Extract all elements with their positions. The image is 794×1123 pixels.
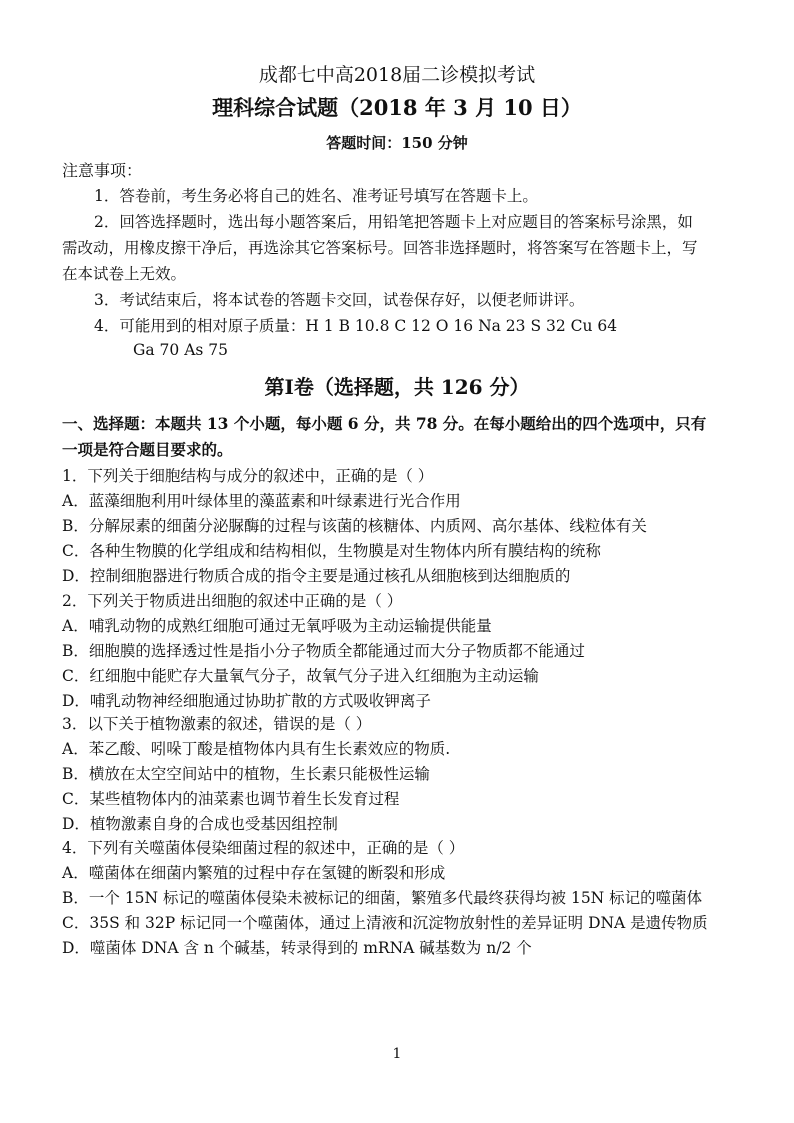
notes-item: 1．答卷前，考生务必将自己的姓名、准考证号填写在答题卡上。 xyxy=(94,187,538,205)
section-title: 第Ⅰ卷（选择题，共 126 分） xyxy=(264,375,530,399)
question-option: A．苯乙酸、吲哚丁酸是植物体内具有生长素效应的物质. xyxy=(62,740,451,758)
question-stem: 1．下列关于细胞结构与成分的叙述中，正确的是（ ） xyxy=(62,467,434,485)
exam-subject-title: 理科综合试题（2018 年 3 月 10 日） xyxy=(212,95,582,120)
question-stem: 2．下列关于物质进出细胞的叙述中正确的是（ ） xyxy=(62,592,403,610)
section-instruction: 一项是符合题目要求的。 xyxy=(62,440,233,459)
question-option: A．噬菌体在细菌内繁殖的过程中存在氢键的断裂和形成 xyxy=(62,864,446,882)
exam-title: 成都七中高2018届二诊模拟考试 xyxy=(258,64,536,86)
notes-item: Ga 70 As 75 xyxy=(133,341,228,359)
question-option: C．各种生物膜的化学组成和结构相似，生物膜是对生物体内所有膜结构的统称 xyxy=(62,542,601,560)
exam-time: 答题时间：150 分钟 xyxy=(326,134,468,152)
question-option: C．35S 和 32P 标记同一个噬菌体，通过上清液和沉淀物放射性的差异证明 DNA 是遗传物质 xyxy=(62,914,708,932)
question-stem: 4．下列有关噬菌体侵染细菌过程的叙述中，正确的是（ ） xyxy=(62,839,465,857)
question-option: D．哺乳动物神经细胞通过协助扩散的方式吸收钾离子 xyxy=(62,692,431,710)
question-option: D．控制细胞器进行物质合成的指令主要是通过核孔从细胞核到达细胞质的 xyxy=(62,567,571,585)
notes-item: 4．可能用到的相对原子质量：H 1 B 10.8 C 12 O 16 Na 23 S 32 Cu 64 xyxy=(94,317,618,335)
notes-item: 2．回答选择题时，选出每小题答案后，用铅笔把答题卡上对应题目的答案标号涂黑，如 xyxy=(94,213,693,231)
question-option: C．红细胞中能贮存大量氧气分子，故氧气分子进入红细胞为主动运输 xyxy=(62,667,539,685)
question-option: D．噬菌体 DNA 含 n 个碱基，转录得到的 mRNA 碱基数为 n/2 个 xyxy=(62,939,532,957)
question-option: B．横放在太空空间站中的植物，生长素只能极性运输 xyxy=(62,765,430,783)
notes-heading: 注意事项： xyxy=(62,161,143,180)
notes-item: 3．考试结束后，将本试卷的答题卡交回，试卷保存好，以便老师讲评。 xyxy=(94,291,585,309)
notes-item: 需改动，用橡皮擦干净后，再选涂其它答案标号。回答非选择题时，将答案写在答题卡上，写 xyxy=(62,239,698,257)
question-option: D．植物激素自身的合成也受基因组控制 xyxy=(62,815,338,833)
question-option: B．分解尿素的细菌分泌脲酶的过程与该菌的核糖体、内质网、高尔基体、线粒体有关 xyxy=(62,517,647,535)
question-option: A．蓝藻细胞利用叶绿体里的藻蓝素和叶绿素进行光合作用 xyxy=(62,492,461,510)
section-instruction: 一、选择题：本题共 13 个小题，每小题 6 分，共 78 分。在每小题给出的四个选项中，只有 xyxy=(62,414,707,433)
question-option: A．哺乳动物的成熟红细胞可通过无氧呼吸为主动运输提供能量 xyxy=(62,617,492,635)
question-stem: 3．以下关于植物激素的叙述，错误的是（ ） xyxy=(62,715,372,733)
question-option: B．细胞膜的选择透过性是指小分子物质全都能通过而大分子物质都不能通过 xyxy=(62,642,585,660)
question-option: C．某些植物体内的油菜素也调节着生长发育过程 xyxy=(62,790,400,808)
question-option: B．一个 15N 标记的噬菌体侵染未被标记的细菌，繁殖多代最终获得均被 15N 标记的噬菌体 xyxy=(62,889,703,907)
page-number: 1 xyxy=(392,1046,402,1062)
notes-item: 在本试卷上无效。 xyxy=(62,265,187,283)
